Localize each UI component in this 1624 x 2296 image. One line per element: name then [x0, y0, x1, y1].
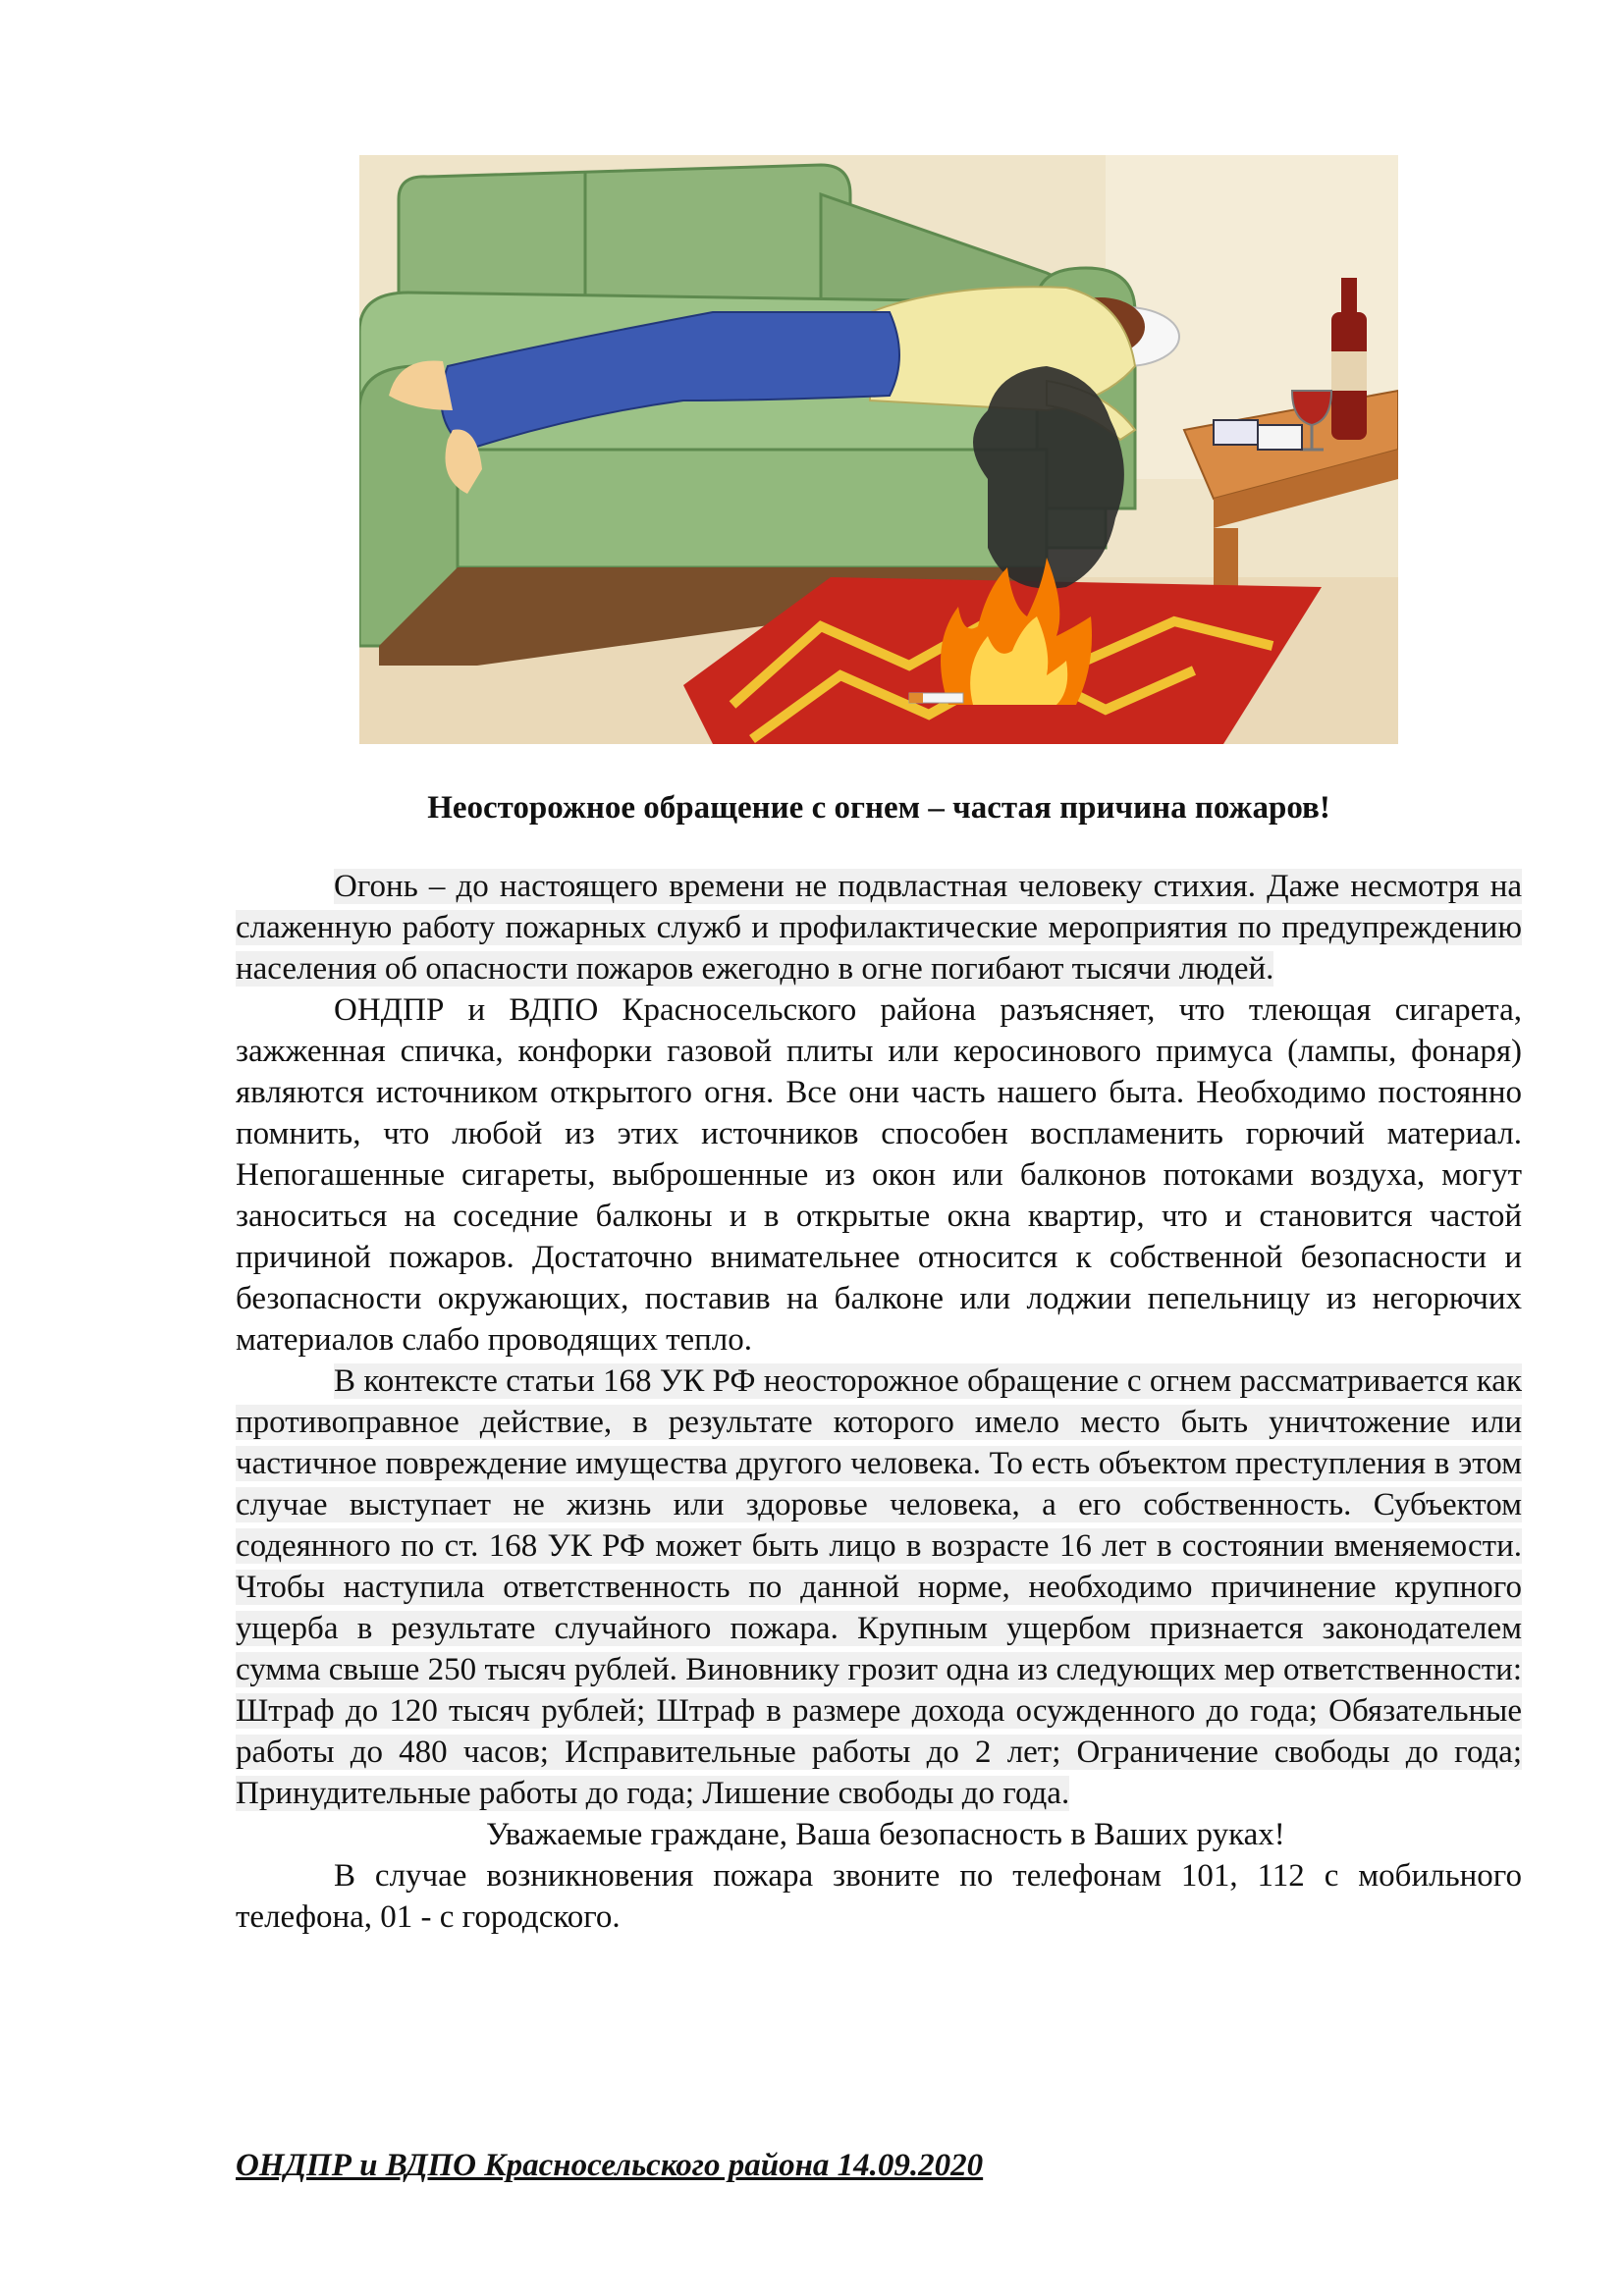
- signature: ОНДПР и ВДПО Красносельского района 14.09.2020: [236, 2148, 984, 2183]
- paragraph: [236, 1361, 1522, 1814]
- paragraph-text: Огонь – до настоящего времени не подвластная человеку стихия. Даже несмотря на слаженную работу пожарных служб и профилактические мероприятия по предупреждению населения об опасности пожаров ежегодно в огне погибают тысячи людей.: [236, 869, 1522, 987]
- fire-safety-illustration: [359, 155, 1398, 744]
- paragraph: [236, 866, 1522, 989]
- page-title: Неосторожное обращение с огнем – частая причина пожаров!: [427, 790, 1330, 826]
- paragraph-text: В случае возникновения пожара звоните по телефонам 101, 112 с мобильного телефона, 01 - с городского.: [236, 1858, 1522, 1935]
- paragraph: [236, 989, 1522, 1361]
- cigarette-icon: [909, 693, 963, 703]
- paragraph: [236, 1855, 1522, 1938]
- paragraph-text: ОНДПР и ВДПО Красносельского района разъясняет, что тлеющая сигарета, зажженная спичка, конфорки газовой плиты или керосинового примуса (лампы, фонаря) являются источником открытого огня. Все они часть нашего быта. Необходимо постоянно помнить, что любой из этих источников способен воспламенить горючий материал. Непогашенные сигареты, выброшенные из окон или балконов потоками воздуха, могут заноситься на соседние балконы и в открытые окна квартир, что и становится частой причиной пожаров. Достаточно внимательнее относится к собственной безопасности и безопасности окружающих, поставив на балконе или лоджии пепельницу из негорючих материалов слабо проводящих тепло.: [236, 992, 1522, 1358]
- paragraph-text: В контексте статьи 168 УК РФ неосторожное обращение с огнем рассматривается как противоправное действие, в результате которого имело место быть уничтожение или частичное повреждение имущества другого человека. То есть объектом преступления в этом случае выступает не жизнь или здоровье человека, а его собственность. Субъектом содеянного по ст. 168 УК РФ может быть лицо в возрасте 16 лет в состоянии вменяемости. Чтобы наступила ответственность по данной норме, необходимо причинение крупного ущерба в результате случайного пожара. Крупным ущербом признается законодателем сумма свыше 250 тысяч рублей. Виновнику грозит одна из следующих мер ответственности: Штраф до 120 тысяч рублей; Штраф в размере дохода осужденного до года; Обязательные работы до 480 часов; Исправительные работы до 2 лет; Ограничение свободы до года; Принудительные работы до года; Лишение свободы до года.: [236, 1363, 1522, 1811]
- cigarette-packs-icon: [1214, 420, 1302, 450]
- appeal-line: [236, 1814, 1522, 1855]
- paragraph-text: Уважаемые граждане, Ваша безопасность в Ваших руках!: [486, 1817, 1285, 1852]
- article-body: [236, 866, 1522, 1938]
